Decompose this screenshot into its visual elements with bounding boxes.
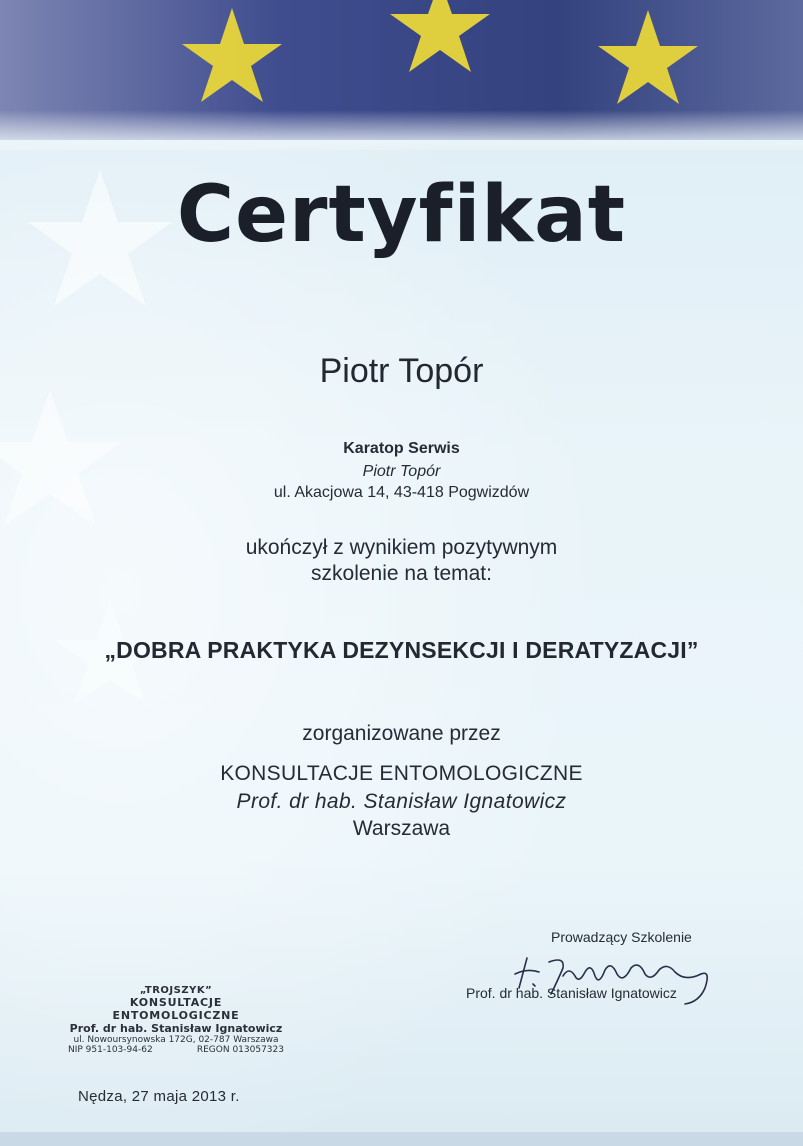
training-topic: „DOBRA PRAKTYKA DEZYNSEKCJI I DERATYZACJI” — [104, 637, 699, 663]
trainer-label: Prowadzący Szkolenie — [551, 929, 692, 945]
stamp-line-organization: KONSULTACJE ENTOMOLOGICZNE — [112, 996, 240, 1022]
recipient-name: Piotr Topór — [319, 352, 484, 390]
organizer-name: KONSULTACJE ENTOMOLOGICZNE — [220, 762, 583, 785]
organizer-professor: Prof. dr hab. Stanisław Ignatowicz — [236, 790, 567, 813]
completion-statement-line1: ukończył z wynikiem pozytywnym — [245, 536, 558, 559]
issue-date: Nędza, 27 maja 2013 r. — [78, 1088, 240, 1105]
completion-statement-line2: szkolenie na temat: — [311, 562, 492, 585]
company-owner: Piotr Topór — [362, 463, 441, 480]
organization-stamp — [66, 985, 286, 1055]
stamp-line-professor: Prof. dr hab. Stanisław Ignatowicz — [69, 1022, 283, 1035]
certificate-title: Certyfikat — [176, 170, 627, 260]
stamp-line-brand: „TROJSZYK” — [139, 985, 213, 996]
company-name: Karatop Serwis — [343, 440, 460, 457]
organized-by-label: zorganizowane przez — [302, 722, 501, 745]
organizer-city: Warszawa — [352, 817, 451, 840]
stamp-nip: NIP 951-103-94-62 — [68, 1045, 153, 1055]
stamp-line-address: ul. Nowoursynowska 172G, 02-787 Warszawa — [73, 1035, 279, 1045]
company-address: ul. Akacjowa 14, 43-418 Pogwizdów — [273, 484, 530, 501]
stamp-line-ids — [66, 1045, 286, 1055]
stamp-regon: REGON 013057323 — [196, 1045, 284, 1055]
trainer-name: Prof. dr hab. Stanisław Ignatowicz — [466, 985, 677, 1001]
